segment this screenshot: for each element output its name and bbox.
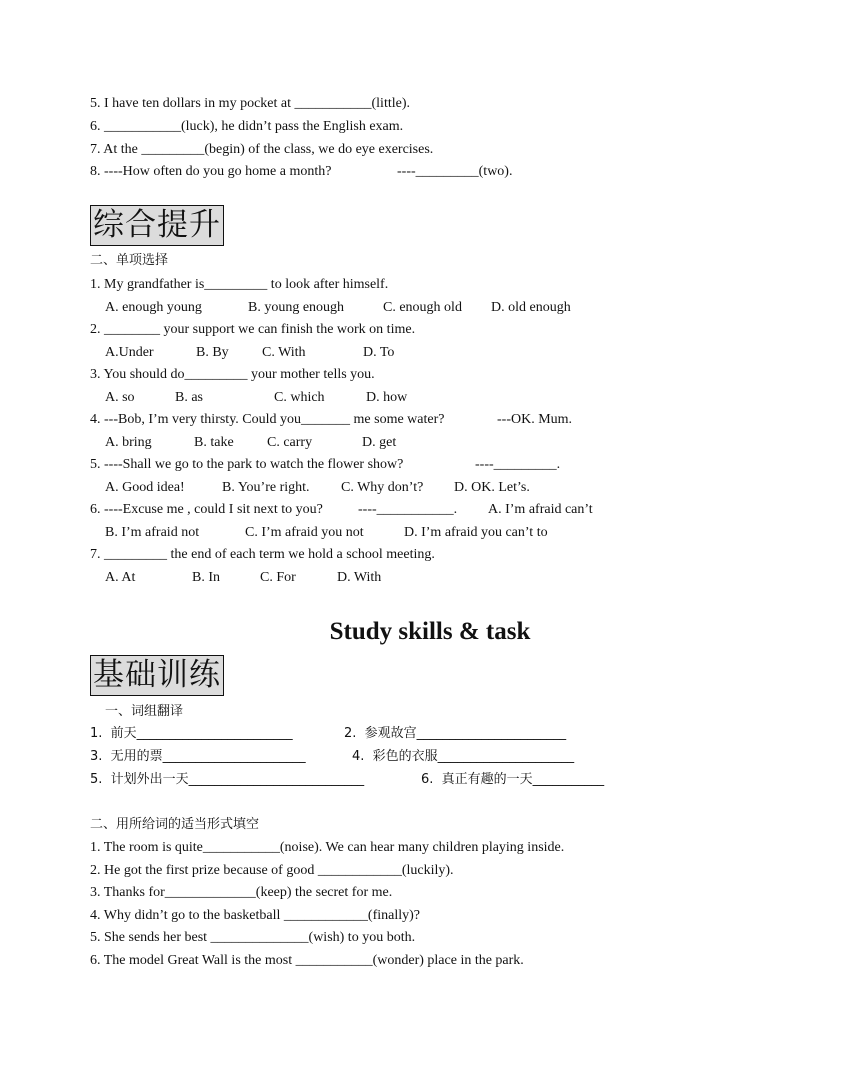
option: C. enough old [383, 300, 462, 315]
option: A. bring [105, 435, 152, 450]
option: D. get [362, 435, 397, 450]
option: B. as [175, 390, 203, 405]
section-box-title: 基础训练 [90, 655, 224, 696]
option: B. I’m afraid not [105, 525, 200, 540]
question: 3. You should do_________ your mother tells you. [90, 367, 375, 382]
option: D. old enough [491, 300, 571, 315]
question-reply: ----___________. [358, 502, 458, 517]
option: C. For [260, 570, 296, 585]
page-title: Study skills & task [329, 618, 531, 645]
option: A. enough young [105, 300, 202, 315]
option: D. With [337, 570, 382, 585]
phrase-item: 2. 参观故宫_______________________ [344, 726, 567, 741]
option: C. I’m afraid you not [245, 525, 364, 540]
fill-item: 1. The room is quite___________(noise). We can hear many children playing inside. [90, 840, 565, 855]
option: B. young enough [248, 300, 345, 315]
question: 5. ----Shall we go to the park to watch the flower show? [90, 457, 404, 472]
fill-item: 6. The model Great Wall is the most ___________(wonder) place in the park. [90, 953, 524, 968]
option: C. With [262, 345, 306, 360]
section-heading: 二、用所给词的适当形式填空 [90, 817, 260, 832]
phrase-item: 6. 真正有趣的一天___________ [421, 772, 605, 787]
option: C. Why don’t? [341, 480, 424, 495]
fill-item: 8. ----How often do you go home a month? [90, 164, 332, 179]
option: B. You’re right. [222, 480, 310, 495]
option: A. so [105, 390, 135, 405]
section-heading: 一、词组翻译 [105, 704, 184, 719]
option: D. To [363, 345, 395, 360]
option: A. Good idea! [105, 480, 185, 495]
option: A. At [105, 570, 136, 585]
fill-item: 4. Why didn’t go to the basketball ____________(finally)? [90, 908, 420, 923]
phrase-item: 4. 彩色的衣服_____________________ [352, 749, 575, 764]
section-box-title: 综合提升 [90, 205, 224, 246]
fill-item: 5. I have ten dollars in my pocket at ___________(little). [90, 96, 410, 111]
option: B. In [192, 570, 220, 585]
phrase-item: 1. 前天________________________ [90, 726, 293, 741]
phrase-item: 5. 计划外出一天___________________________ [90, 772, 365, 787]
fill-item: 2. He got the first prize because of good ____________(luckily). [90, 863, 454, 878]
phrase-item: 3. 无用的票______________________ [90, 749, 306, 764]
fill-item: 5. She sends her best ______________(wish) to you both. [90, 930, 416, 945]
question: 1. My grandfather is_________ to look after himself. [90, 277, 389, 292]
fill-item: 3. Thanks for_____________(keep) the secret for me. [90, 885, 393, 900]
option: B. By [196, 345, 229, 360]
option: A. I’m afraid can’t [488, 502, 593, 517]
option: D. OK. Let’s. [454, 480, 530, 495]
option: C. carry [267, 435, 313, 450]
option: A.Under [105, 345, 154, 360]
question: 4. ---Bob, I’m very thirsty. Could you_______ me some water? [90, 412, 445, 427]
section-heading: 二、单项选择 [90, 253, 169, 268]
question-reply: ---OK. Mum. [497, 412, 573, 427]
fill-item-answer: ----_________(two). [397, 164, 513, 179]
question: 7. _________ the end of each term we hold a school meeting. [90, 547, 435, 562]
question-reply: ----_________. [475, 457, 561, 472]
question: 6. ----Excuse me , could I sit next to you? [90, 502, 323, 517]
question: 2. ________ your support we can finish the work on time. [90, 322, 416, 337]
option: D. I’m afraid you can’t to [404, 525, 548, 540]
option: D. how [366, 390, 408, 405]
fill-item: 7. At the _________(begin) of the class, we do eye exercises. [90, 142, 434, 157]
option: C. which [274, 390, 325, 405]
option: B. take [194, 435, 234, 450]
fill-item: 6. ___________(luck), he didn’t pass the English exam. [90, 119, 404, 134]
